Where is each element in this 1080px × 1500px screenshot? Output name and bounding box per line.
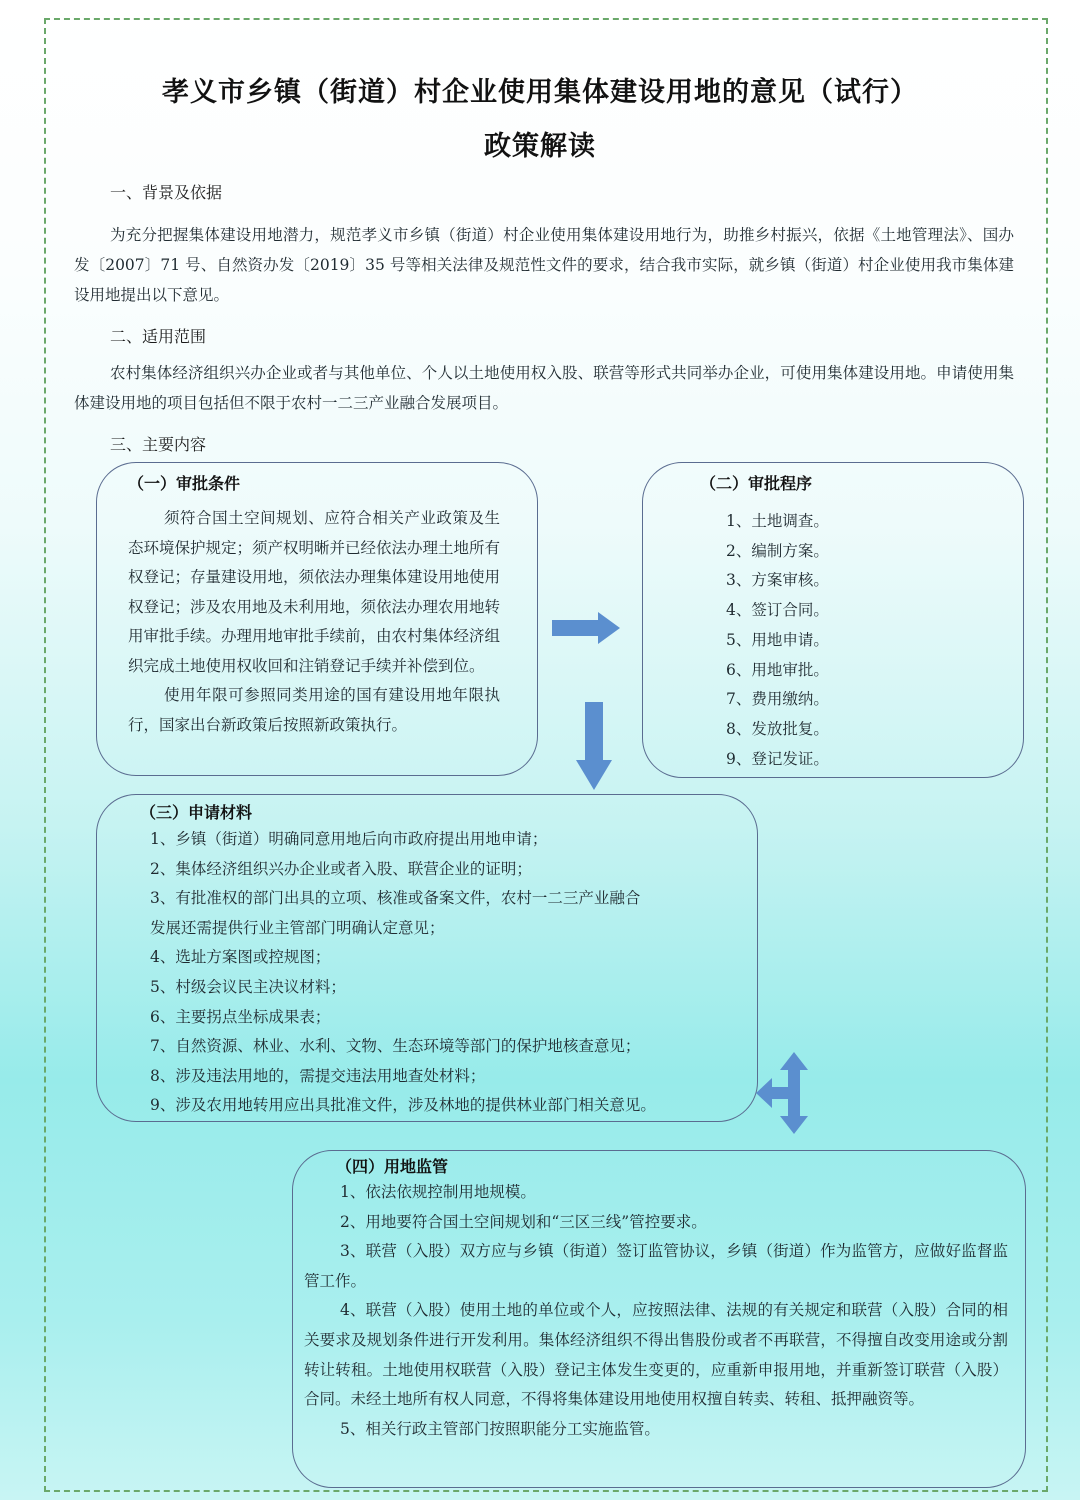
application-materials-list: [150, 825, 656, 1121]
section-1-text: 为充分把握集体建设用地潜力，规范孝义市乡镇（街道）村企业使用集体建设用地行为，助推乡村振兴，依据《土地管理法》、国办发〔2007〕71 号、自然资办发〔2019〕35 号等相关法律及规范性文件的要求，结合我市实际，就乡镇（街道）村企业使用我市集体建设用地提出以下意见。: [74, 226, 1014, 304]
approval-conditions-title: （一）审批条件: [128, 474, 241, 493]
list-item: 6、主要拐点坐标成果表；: [150, 1007, 331, 1026]
list-item: 5、相关行政主管部门按照职能分工实施监管。: [340, 1419, 660, 1438]
list-item: 发展还需提供行业主管部门明确认定意见；: [150, 918, 445, 937]
list-item: 2、用地要符合国土空间规划和“三区三线”管控要求。: [340, 1212, 707, 1231]
list-item: 5、用地申请。: [726, 630, 829, 649]
arrow-branch-icon: [756, 1052, 808, 1134]
list-item: 1、乡镇（街道）明确同意用地后向市政府提出用地申请；: [150, 830, 548, 848]
arrow-down-icon: [576, 702, 612, 790]
approval-conditions-para-2: 使用年限可参照同类用途的国有建设用地年限执行，国家出台新政策后按照新政策执行。: [128, 686, 500, 734]
arrow-right-icon: [552, 612, 622, 644]
list-item: 4、联营（入股）使用土地的单位或个人，应按照法律、法规的有关规定和联营（入股）合同的相关要求及规划条件进行开发利用。集体经济组织不得出售股份或者不再联营，不得擅自改变用途或分割转让转租。土地使用权联营（入股）登记主体发生变更的，应重新申报用地，并重新签订联营（入股）合同。未经土地所有权人同意，不得将集体建设用地使用权擅自转卖、转租、抵押融资等。: [304, 1301, 1008, 1409]
list-item: 7、自然资源、林业、水利、文物、生态环境等部门的保护地核查意见；: [150, 1037, 641, 1056]
approval-conditions-text: [128, 504, 500, 740]
land-supervision-text: [304, 1178, 1008, 1444]
list-item: 1、依法依规控制用地规模。: [340, 1183, 536, 1201]
list-item: 2、编制方案。: [726, 541, 829, 560]
land-supervision-title: （四）用地监管: [336, 1157, 449, 1176]
approval-conditions-para-1: 须符合国土空间规划、应符合相关产业政策及生态环境保护规定；须产权明晰并已经依法办理土地所有权登记；存量建设用地，须依法办理集体建设用地使用权登记；涉及农用地及未利用地，须依法办理农用地转用审批手续。办理用地审批手续前，由农村集体经济组织完成土地使用权收回和注销登记手续并补偿到位。: [128, 509, 501, 675]
section-3-heading: 三、主要内容: [110, 435, 207, 454]
approval-procedure-box: [642, 462, 1024, 778]
section-2-heading: 二、适用范围: [110, 327, 207, 346]
list-item: 4、签订合同。: [726, 601, 829, 620]
section-2-text: 农村集体经济组织兴办企业或者与其他单位、个人以土地使用权入股、联营等形式共同举办企业，可使用集体建设用地。申请使用集体建设用地的项目包括但不限于农村一二三产业融合发展项目。: [74, 364, 1014, 412]
list-item: 7、费用缴纳。: [726, 690, 829, 709]
list-item: 4、选址方案图或控规图；: [150, 948, 331, 967]
approval-procedure-title: （二）审批程序: [700, 474, 813, 493]
list-item: 8、发放批复。: [726, 719, 829, 738]
list-item: 1、土地调查。: [726, 512, 829, 530]
list-item: 2、集体经济组织兴办企业或者入股、联营企业的证明；: [150, 859, 532, 878]
list-item: 3、有批准权的部门出具的立项、核准或备案文件，农村一二三产业融合: [150, 889, 641, 908]
list-item: 6、用地审批。: [726, 660, 829, 679]
application-materials-title: （三）申请材料: [140, 803, 253, 822]
approval-procedure-list: [726, 507, 829, 774]
list-item: 3、联营（入股）双方应与乡镇（街道）签订监管协议，乡镇（街道）作为监管方，应做好监督监管工作。: [304, 1242, 1008, 1290]
list-item: 8、涉及违法用地的，需提交违法用地查处材料；: [150, 1066, 486, 1085]
document-subtitle: 政策解读: [484, 131, 596, 162]
list-item: 5、村级会议民主决议材料；: [150, 977, 346, 996]
list-item: 9、涉及农用地转用应出具批准文件，涉及林地的提供林业部门相关意见。: [150, 1096, 656, 1115]
list-item: 3、方案审核。: [726, 571, 829, 590]
list-item: 9、登记发证。: [726, 749, 829, 768]
document-title: 孝义市乡镇（街道）村企业使用集体建设用地的意见（试行）: [162, 77, 918, 108]
section-1-heading: 一、背景及依据: [110, 183, 223, 202]
